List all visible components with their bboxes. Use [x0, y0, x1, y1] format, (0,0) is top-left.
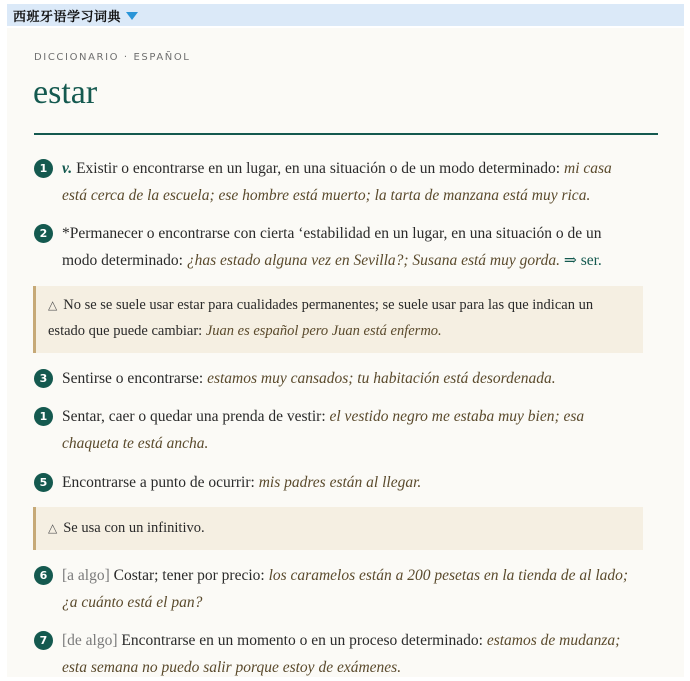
sense-definition: Sentirse o encontrarse: [62, 370, 208, 387]
sense-number-badge: 1 [34, 159, 53, 178]
sense-item [34, 365, 634, 392]
sense-definition: *Permanecer o encontrarse con cierta ‘estabilidad en un lugar, en una situación o de un modo determinado: [62, 225, 602, 269]
app-title-bar[interactable] [7, 4, 684, 26]
warning-triangle-icon: △ [48, 298, 58, 312]
sense-item [34, 155, 634, 209]
sense-definition: Sentar, caer o quedar una prenda de vestir: [62, 408, 330, 425]
sense-number-badge: 6 [34, 566, 53, 585]
headword: estar [33, 74, 98, 111]
note-text: Se usa con un infinitivo. [63, 520, 205, 536]
sense-example: mis padres están al llegar. [258, 474, 422, 491]
dictionary-panel [7, 28, 684, 677]
note-example: Juan es español pero Juan está enfermo. [205, 323, 442, 339]
note-text: No se se suele usar estar para cualidades permanentes; se suele usar para las que indican un estado que puede cambiar: [48, 297, 594, 339]
sense-example: estamos muy cansados; tu habitación está desordenada. [207, 370, 556, 387]
sense-definition: Encontrarse a punto de ocurrir: [62, 474, 259, 491]
sense-number-badge: 3 [34, 369, 53, 388]
sense-number-badge: 2 [34, 224, 53, 243]
sense-grammar-tag: [a algo] [62, 567, 110, 584]
sense-grammar-tag: [de algo] [62, 632, 118, 649]
app-title: 西班牙语学习词典 [13, 9, 122, 25]
title-divider [34, 133, 658, 135]
sense-item [34, 220, 634, 274]
sense-item [34, 469, 634, 496]
sense-item [34, 627, 634, 681]
sense-number-badge: 1 [34, 407, 53, 426]
sense-definition: Costar; tener por precio: [109, 567, 269, 584]
cross-reference-link[interactable]: ⇒ ser. [559, 252, 602, 269]
sense-example: el vestido negro me estaba muy bien; esa chaqueta te está ancha. [62, 408, 585, 452]
usage-note [33, 507, 643, 550]
sense-number-badge: 7 [34, 631, 53, 650]
dropdown-caret-icon[interactable] [126, 12, 138, 20]
sense-number-badge: 5 [34, 473, 53, 492]
sense-item [34, 403, 634, 457]
sense-example: ¿has estado alguna vez en Sevilla?; Susana está muy gorda. [186, 252, 560, 269]
part-of-speech: v. [62, 160, 73, 177]
sense-example: mi casa está cerca de la escuela; ese hombre está muerto; la tarta de manzana está muy rica. [62, 160, 612, 204]
sense-example: los caramelos están a 200 pesetas en la tienda de al lado; ¿a cuánto está el pan? [62, 567, 629, 611]
warning-triangle-icon: △ [48, 521, 58, 535]
sense-example: estamos de mudanza; esta semana no puedo salir porque estoy de exámenes. [62, 632, 621, 676]
sense-definition: Existir o encontrarse en un lugar, en una situación o de un modo determinado: [72, 160, 564, 177]
section-eyebrow: DICCIONARIO · ESPAÑOL [34, 52, 191, 63]
usage-note [33, 286, 643, 353]
sense-item [34, 562, 634, 616]
sense-definition: Encontrarse en un momento o en un proceso determinado: [117, 632, 487, 649]
